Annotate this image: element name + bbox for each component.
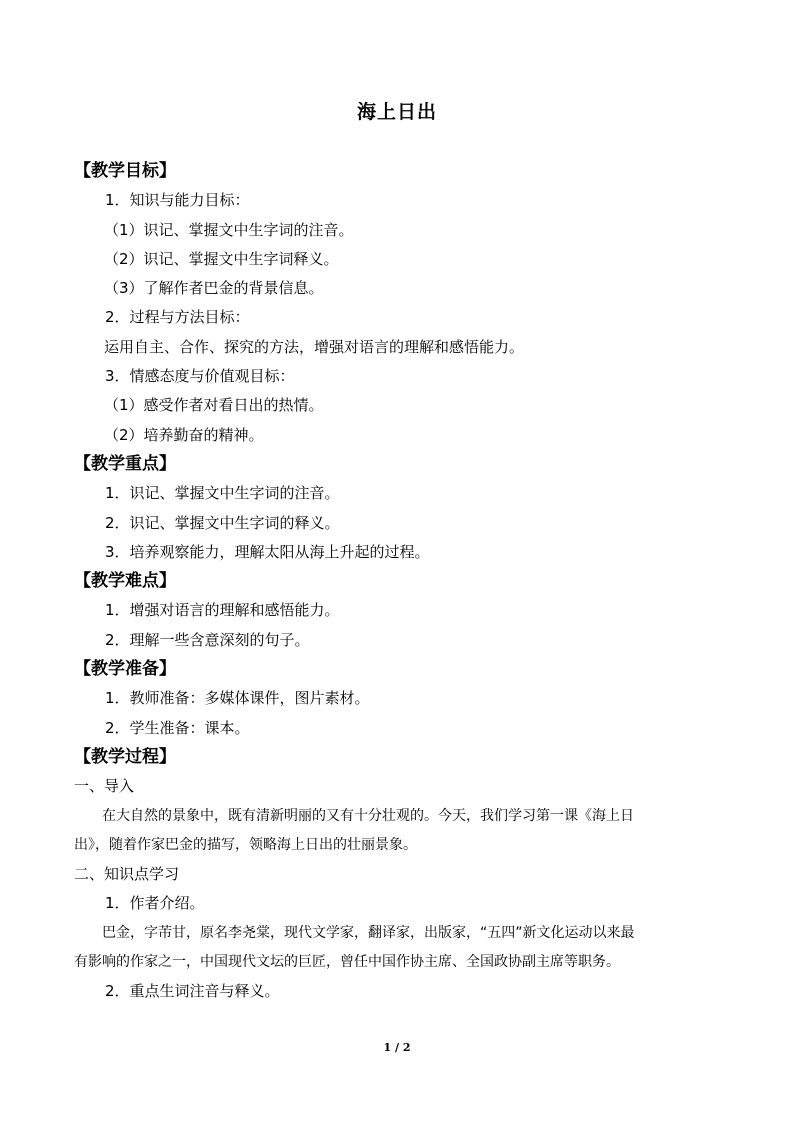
goal-subitem-3: （3）了解作者巴金的背景信息。 — [104, 279, 324, 298]
section-heading-preparation: 【教学准备】 — [74, 659, 176, 680]
process-part-2-line-1: 巴金，字芾甘，原名李尧棠，现代文学家，翻译家，出版家，“五四”新文化运动以来最 — [102, 924, 635, 941]
difficulty-item-2: 2．理解一些含意深刻的句子。 — [105, 630, 310, 649]
goal-subitem-1: （1）识记、掌握文中生字词的注音。 — [104, 220, 354, 239]
section-heading-difficulties: 【教学难点】 — [74, 571, 176, 592]
document-body — [74, 157, 724, 1007]
section-heading-keypoints: 【教学重点】 — [74, 453, 176, 474]
page-number: 1 / 2 — [383, 1041, 411, 1054]
process-part-2-item-2: 2．重点生词注音与释义。 — [105, 982, 280, 1001]
goal-subitem-4: （1）感受作者对看日出的热情。 — [104, 396, 324, 415]
process-part-1-line-2: 出》，随着作家巴金的描写，领略海上日出的壮丽景象。 — [74, 836, 417, 853]
process-part-1-paragraph — [74, 802, 724, 861]
goal-item-2: 2．过程与方法目标： — [105, 308, 250, 327]
goal-item-3: 3．情感态度与价值观目标： — [105, 367, 295, 386]
keypoint-item-2: 2．识记、掌握文中生字词的释义。 — [105, 513, 340, 532]
section-heading-goals: 【教学目标】 — [74, 161, 176, 181]
goal-subitem-5: （2）培养勤奋的精神。 — [104, 425, 264, 444]
process-part-1-title: 一、导入 — [74, 777, 135, 796]
process-part-2-line-2: 有影响的作家之一，中国现代文坛的巨匠，曾任中国作协主席、全国政协副主席等职务。 — [74, 954, 620, 971]
keypoint-item-1: 1．识记、掌握文中生字词的注音。 — [105, 484, 340, 503]
preparation-item-1: 1．教师准备：多媒体课件，图片素材。 — [105, 689, 370, 708]
process-part-1-line-1: 在大自然的景象中，既有清新明丽的又有十分壮观的。今天，我们学习第一课《海上日 — [102, 807, 634, 824]
document-title: 海上日出 — [356, 101, 437, 123]
section-heading-process: 【教学过程】 — [74, 746, 176, 767]
keypoint-item-3: 3．培养观察能力，理解太阳从海上升起的过程。 — [105, 542, 430, 561]
process-part-2-title: 二、知识点学习 — [74, 865, 180, 884]
goal-item-2-text: 运用自主、合作、探究的方法，增强对语言的理解和感悟能力。 — [104, 337, 525, 356]
preparation-item-2: 2．学生准备：课本。 — [105, 718, 250, 737]
goal-item-1: 1．知识与能力目标： — [105, 191, 250, 210]
goal-subitem-2: （2）识记、掌握文中生字词释义。 — [104, 249, 339, 268]
process-part-2-paragraph — [74, 919, 724, 978]
difficulty-item-1: 1．增强对语言的理解和感悟能力。 — [105, 601, 340, 620]
process-part-2-item-1: 1．作者介绍。 — [105, 894, 205, 913]
